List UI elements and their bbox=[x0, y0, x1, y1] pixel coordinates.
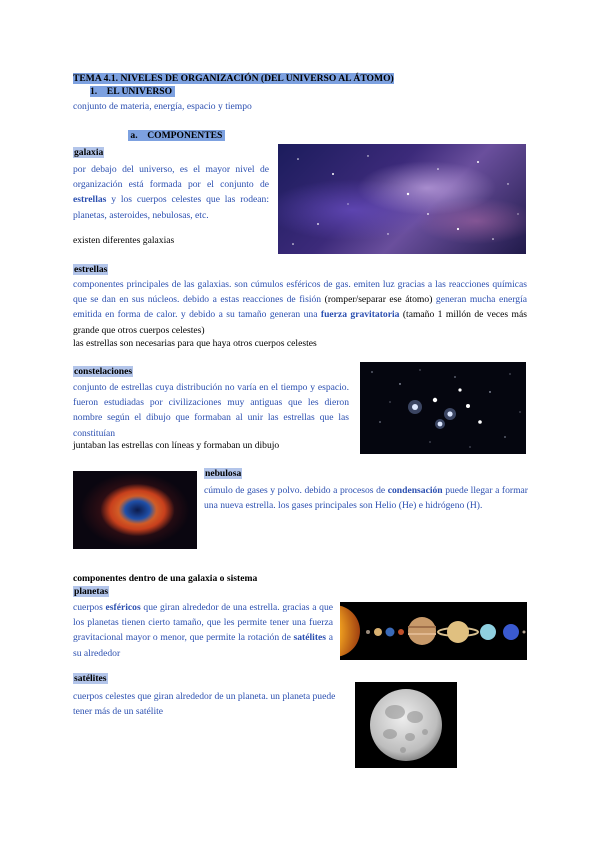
page-title bbox=[73, 73, 394, 84]
title-text: TEMA 4.1. NIVELES DE ORGANIZACIÓN (DEL UNIVERSO AL ÁTOMO) bbox=[73, 73, 394, 84]
componentes-sistema-heading: componentes dentro de una galaxia o sistema bbox=[73, 573, 258, 584]
moon-image bbox=[355, 682, 457, 768]
nebulosa-text: cúmulo de gases y polvo. debido a procesos de condensación puede llegar a formar una nueva estrella. los gases principales son Helio (He) e hidrógeno (H). bbox=[204, 485, 528, 512]
constelaciones-text: conjunto de estrellas cuya distribución no varía en el tiempo y espacio. fueron estudiadas por civilizaciones muy antiguas que les dieron nombre según el dibujo que formaban al unir las estrellas que las constituían bbox=[73, 382, 349, 439]
section-label: EL UNIVERSO bbox=[106, 86, 173, 97]
constelaciones-label: constelaciones bbox=[74, 366, 133, 377]
planets-image bbox=[340, 602, 527, 660]
subsection-number: a. bbox=[130, 130, 138, 141]
planetas-text: cuerpos esféricos que giran alrededor de una estrella. gracias a que los planetas tienen cierto tamaño, que les permite tener una fuerza gravitacional mayor o menor, que permite la rotación de satélites a su alrededor bbox=[73, 602, 333, 659]
estrellas-label: estrellas bbox=[74, 264, 108, 275]
constellation-stars bbox=[360, 362, 526, 454]
satelites-text: cuerpos celestes que giran alrededor de un planeta. un planeta puede tener más de un satélite bbox=[73, 691, 336, 718]
nebula-image bbox=[73, 471, 197, 549]
section-heading bbox=[90, 86, 175, 97]
estrellas-note: las estrellas son necesarias para que haya otros cuerpos celestes bbox=[73, 338, 317, 349]
galaxia-text: por debajo del universo, es el mayor nivel de organización está formada por el conjunto de estrellas y los cuerpos celestes que las rodean: planetas, asteroides, nebulosas, etc. bbox=[73, 164, 269, 221]
universe-definition: conjunto de materia, energía, espacio y tiempo bbox=[73, 101, 252, 112]
galaxy-image bbox=[278, 144, 526, 254]
galaxia-label: galaxia bbox=[74, 147, 104, 158]
section-number: 1. bbox=[90, 86, 98, 97]
subsection-heading bbox=[128, 130, 225, 141]
subsection-label: COMPONENTES bbox=[147, 130, 223, 141]
estrellas-text: componentes principales de las galaxias. son cúmulos esféricos de gas. emiten luz gracias a las reacciones químicas que se dan en sus núcleos. debido a estas reacciones de fisión (romper/separar ese átomo) generan mucha energía emitida en forma de calor. y debido a su tamaño generan una fuerza gravitatoria (tamaño 1 millón de veces más grande que otros cuerpos celestes) bbox=[73, 279, 528, 336]
constellation-image bbox=[360, 362, 526, 454]
stars-overlay bbox=[278, 144, 526, 254]
planetas-label: planetas bbox=[74, 586, 109, 597]
galaxia-note: existen diferentes galaxias bbox=[73, 235, 175, 246]
nebulosa-label: nebulosa bbox=[205, 468, 242, 479]
moon bbox=[355, 682, 457, 768]
satelites-label: satélites bbox=[74, 673, 107, 684]
solar-system bbox=[340, 602, 527, 660]
constelaciones-note: juntaban las estrellas con líneas y formaban un dibujo bbox=[73, 440, 280, 451]
